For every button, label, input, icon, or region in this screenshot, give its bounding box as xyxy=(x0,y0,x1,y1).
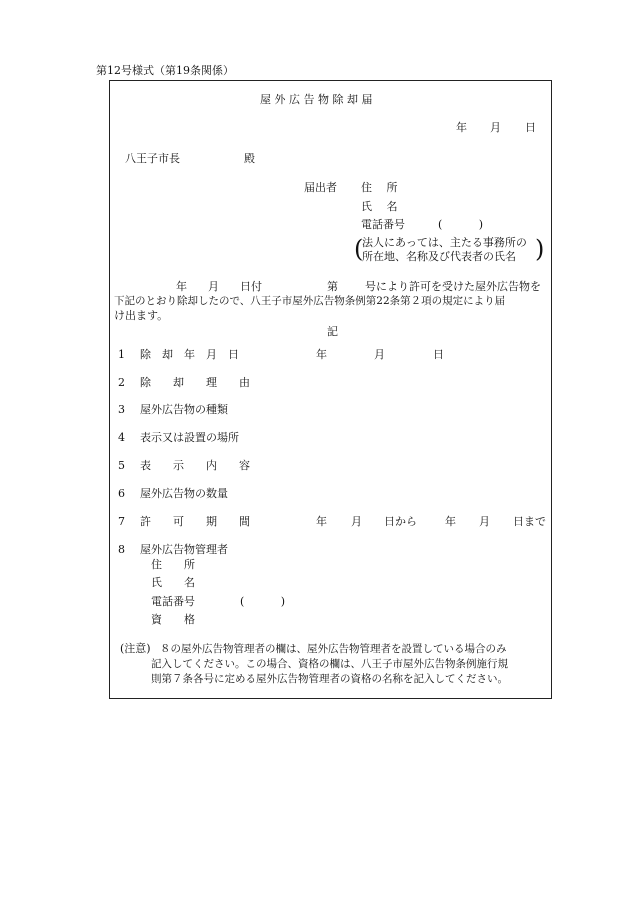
manager-name-label: 氏 名 xyxy=(151,576,195,589)
item-number-5: 5 xyxy=(118,459,125,472)
manager-phone-parens: ( ) xyxy=(240,595,286,608)
addressee-name: 八王子市長 xyxy=(125,152,180,165)
item-number-7: 7 xyxy=(118,515,125,528)
applicant-name-label: 氏 名 xyxy=(361,200,398,213)
applicant-address-label: 住 所 xyxy=(361,181,398,194)
item-number-1: 1 xyxy=(118,348,125,361)
corp-note-line1: 法人にあっては、主たる事務所の xyxy=(362,236,527,249)
item-label-4: 表示又は設置の場所 xyxy=(140,431,239,444)
item-label-3: 屋外広告物の種類 xyxy=(140,403,228,416)
item-number-8: 8 xyxy=(118,543,125,556)
item7-year-from: 年 xyxy=(316,515,327,528)
corp-note-open-bracket: ( xyxy=(354,235,364,263)
form-title: 屋 外 広 告 物 除 却 届 xyxy=(260,93,373,106)
applicant-phone-parens: ( ) xyxy=(438,218,484,231)
date-month-label: 月 xyxy=(490,121,501,134)
item7-month-until: 月 xyxy=(479,515,490,528)
item-number-6: 6 xyxy=(118,487,125,500)
item7-year-until: 年 xyxy=(445,515,456,528)
item-label-7: 許 可 期 間 xyxy=(140,515,250,528)
intro-month: 月 xyxy=(208,280,219,293)
corp-note-line2: 所在地、名称及び代表者の氏名 xyxy=(362,250,516,263)
intro-line3: け出ます。 xyxy=(114,309,169,322)
intro-line2: 下記のとおり除却したので、八王子市屋外広告物条例第22条第２項の規定により届 xyxy=(114,295,506,307)
intro-line1-rest: 号により許可を受けた屋外広告物を xyxy=(365,280,541,293)
intro-dai: 第 xyxy=(327,280,338,293)
note-label: (注意) xyxy=(120,642,151,655)
corp-note-close-bracket: ) xyxy=(535,235,545,263)
item-label-6: 屋外広告物の数量 xyxy=(140,487,228,500)
note-line2: 記入してください。この場合、資格の欄は、八王子市屋外広告物条例施行規 xyxy=(151,658,508,670)
item-label-5: 表 示 内 容 xyxy=(140,459,250,472)
intro-year: 年 xyxy=(176,280,187,293)
item1-day: 日 xyxy=(433,348,444,361)
form-number: 第12号様式（第19条関係） xyxy=(96,64,234,77)
item7-day-until: 日まで xyxy=(513,515,546,528)
item-number-4: 4 xyxy=(118,431,125,444)
applicant-phone-label: 電話番号 xyxy=(361,218,405,231)
item1-year: 年 xyxy=(316,348,327,361)
applicant-label: 届出者 xyxy=(304,181,337,194)
item-label-8: 屋外広告物管理者 xyxy=(140,543,228,556)
intro-date-suffix: 日付 xyxy=(240,280,262,293)
manager-address-label: 住 所 xyxy=(151,558,195,571)
date-year-label: 年 xyxy=(456,121,467,134)
item7-day-from: 日から xyxy=(384,515,417,528)
item-number-2: 2 xyxy=(118,376,125,389)
item1-month: 月 xyxy=(374,348,385,361)
manager-qualification-label: 資 格 xyxy=(151,613,195,626)
item7-month-from: 月 xyxy=(351,515,362,528)
note-line1: ８の屋外広告物管理者の欄は、屋外広告物管理者を設置している場合のみ xyxy=(160,643,507,655)
date-day-label: 日 xyxy=(525,121,536,134)
ki-heading: 記 xyxy=(327,325,338,338)
manager-phone-label: 電話番号 xyxy=(151,595,195,608)
note-line3: 則第７条各号に定める屋外広告物管理者の資格の名称を記入してください。 xyxy=(151,673,508,685)
item-label-1: 除 却 年 月 日 xyxy=(140,348,239,361)
item-label-2: 除 却 理 由 xyxy=(140,376,250,389)
item-number-3: 3 xyxy=(118,403,125,416)
addressee-honorific: 殿 xyxy=(244,152,255,165)
